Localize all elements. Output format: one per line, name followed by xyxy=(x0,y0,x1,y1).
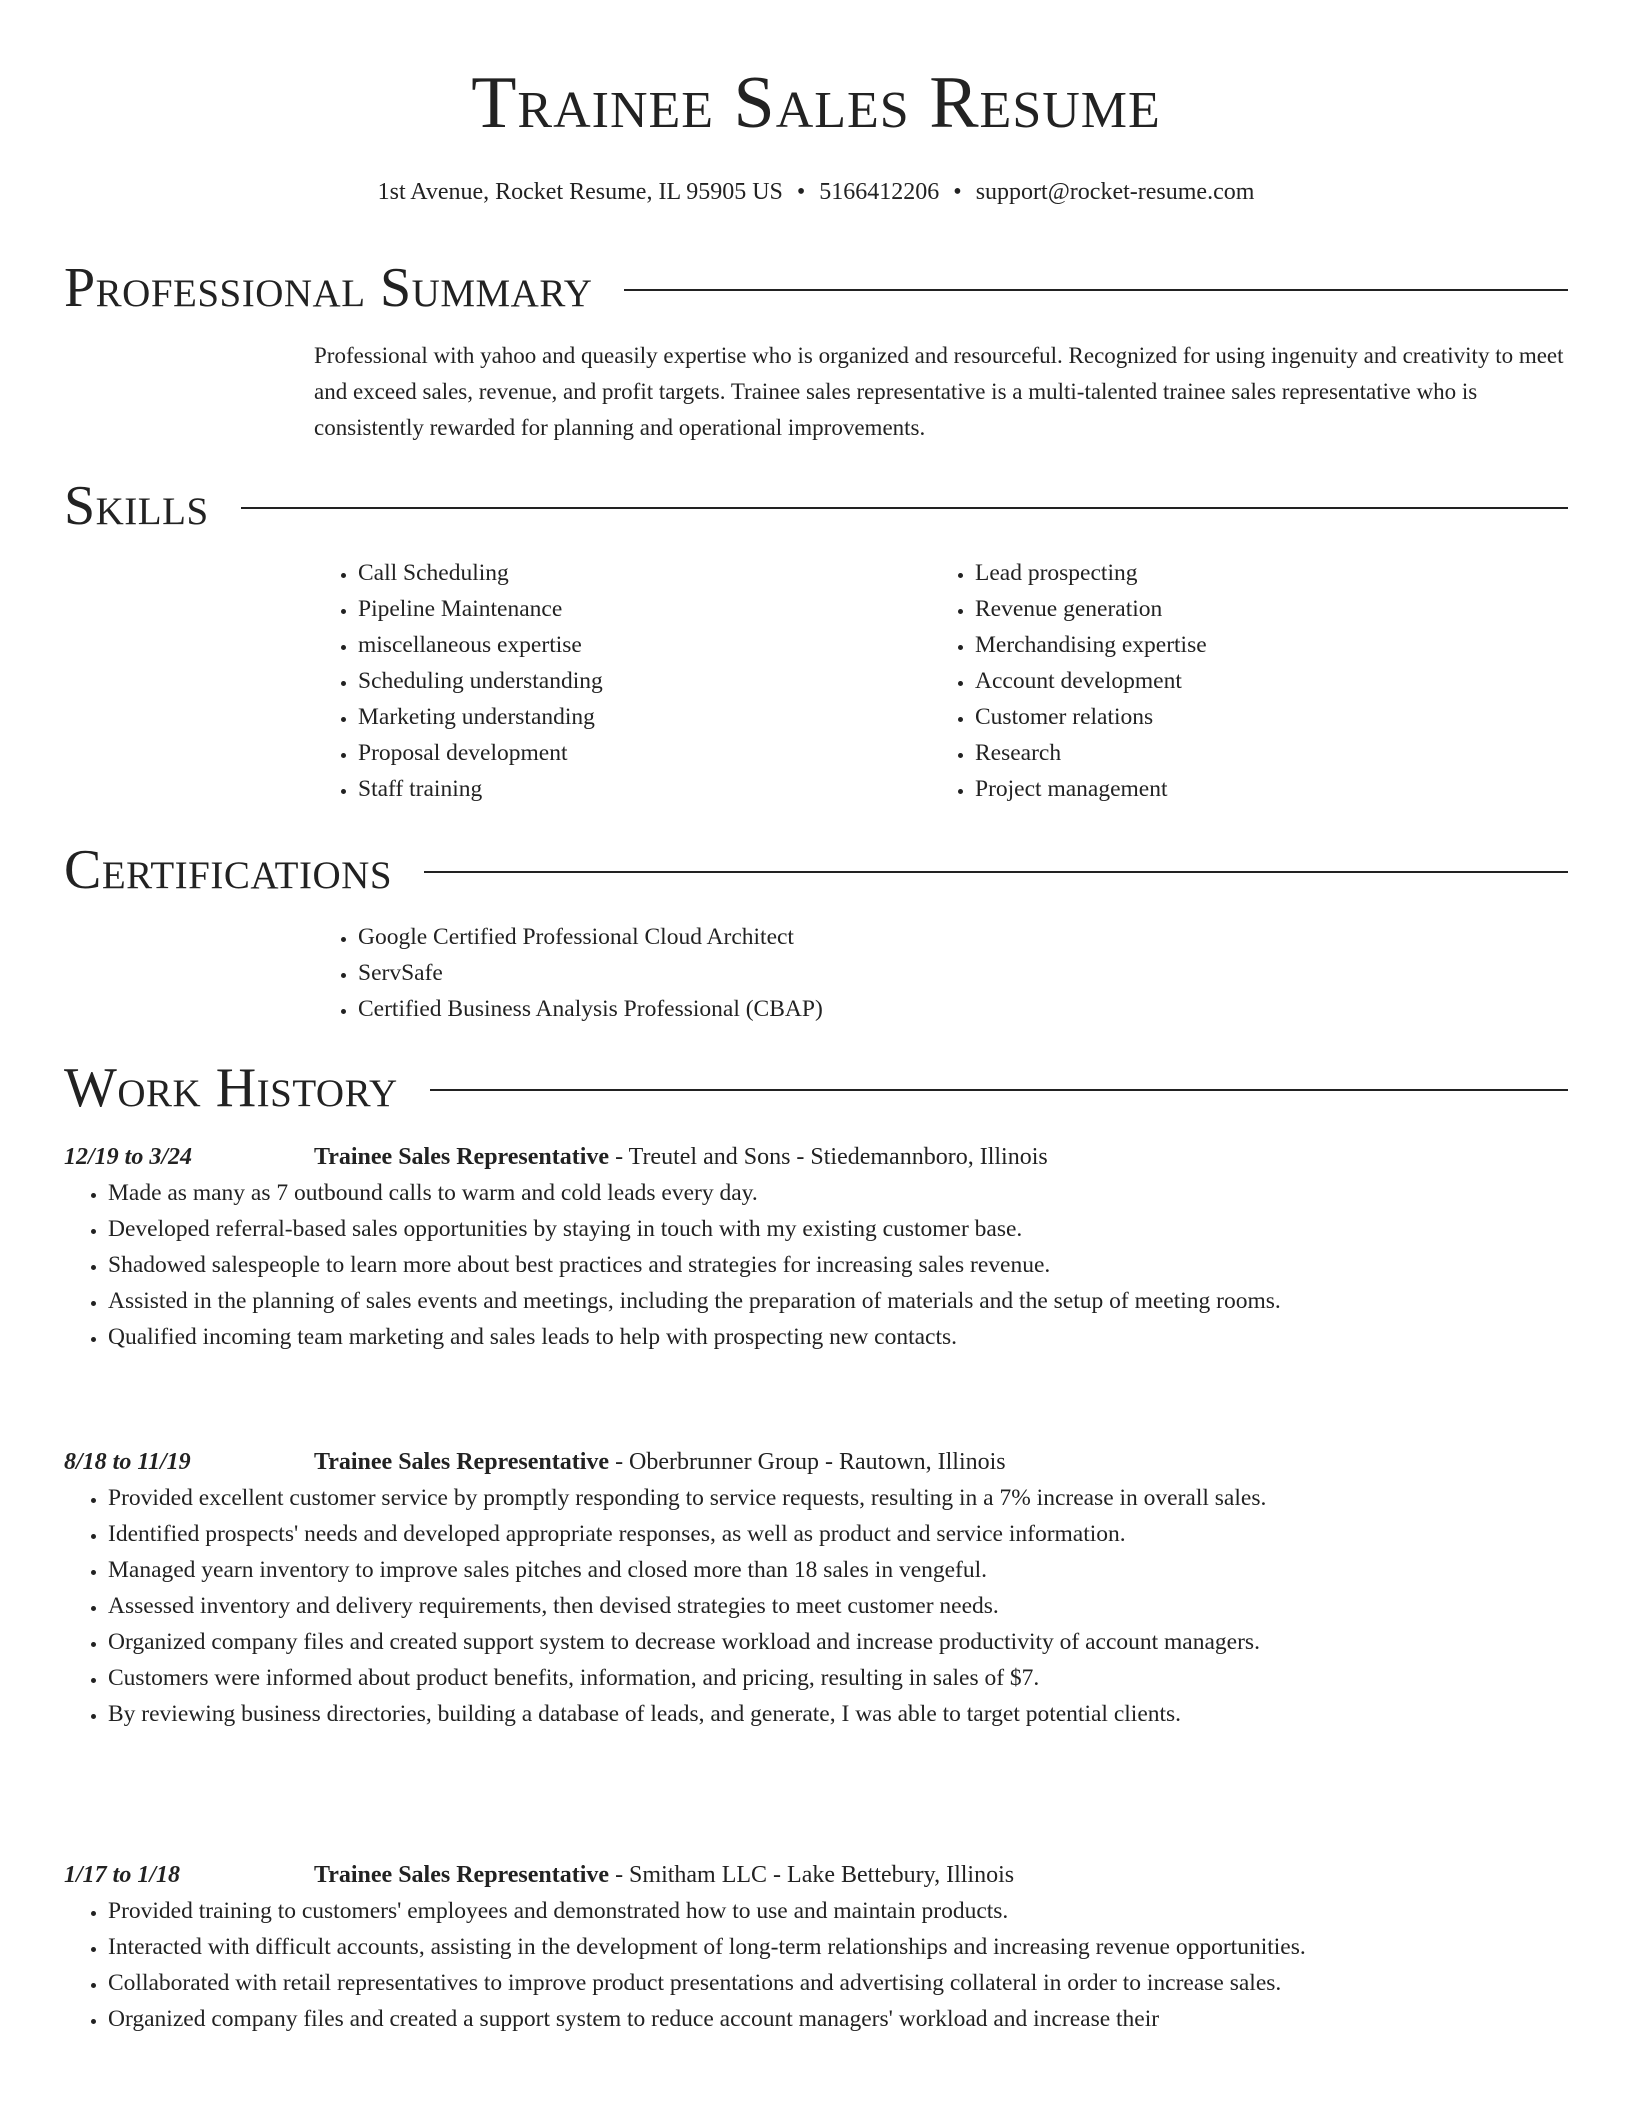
job-bullet: • Assisted in the planning of sales events and meetings, including the preparation of materials and the setup of meeting rooms. xyxy=(108,1283,1568,1319)
job-bullets xyxy=(64,1480,1568,1732)
certification-item: • Google Certified Professional Cloud Architect xyxy=(358,919,1568,955)
section-divider xyxy=(424,871,1568,873)
skill-item: • miscellaneous expertise xyxy=(358,627,904,663)
skill-item: • Research xyxy=(975,735,1531,771)
job-header xyxy=(64,1857,1568,1893)
section-title-summary: Professional Summary xyxy=(64,257,593,319)
job-bullets xyxy=(64,1893,1568,2037)
certifications-list xyxy=(314,919,1568,1027)
job-company: - Smitham LLC - Lake Bettebury, Illinois xyxy=(609,1862,1015,1888)
job-entry xyxy=(64,1139,1568,1355)
skill-item: • Merchandising expertise xyxy=(975,627,1531,663)
job-dates: 8/18 to 11/19 xyxy=(64,1449,191,1475)
skill-item: • Account development xyxy=(975,663,1531,699)
skill-item: • Lead prospecting xyxy=(975,555,1531,591)
resume-title: Trainee Sales Resume xyxy=(471,62,1161,144)
job-bullet: • Collaborated with retail representatives to improve product presentations and advertising collateral in order to increase sales. xyxy=(108,1965,1568,2001)
job-bullet: • Interacted with difficult accounts, assisting in the development of long-term relationships and increasing revenue opportunities. xyxy=(108,1929,1568,1965)
contact-phone: 5166412206 xyxy=(819,179,940,205)
job-bullet: • Provided excellent customer service by promptly responding to service requests, resulting in a 7% increase in overall sales. xyxy=(108,1480,1568,1516)
job-header xyxy=(64,1444,1568,1480)
job-bullet: • Identified prospects' needs and developed appropriate responses, as well as product and service information. xyxy=(108,1516,1568,1552)
job-bullet: • Developed referral-based sales opportunities by staying in touch with my existing customer base. xyxy=(108,1211,1568,1247)
job-dates: 1/17 to 1/18 xyxy=(64,1862,181,1888)
skill-item: • Staff training xyxy=(358,771,904,807)
certification-item: • Certified Business Analysis Professional (CBAP) xyxy=(358,991,1568,1027)
contact-address: 1st Avenue, Rocket Resume, IL 95905 US xyxy=(377,179,783,205)
job-entry xyxy=(64,1857,1568,2037)
job-header xyxy=(64,1139,1568,1175)
section-divider xyxy=(430,1089,1568,1091)
job-bullets xyxy=(64,1175,1568,1355)
summary-text: Professional with yahoo and queasily expertise who is organized and resourceful. Recognized for using ingenuity and creativity to meet and exceed sales, revenue, and profit targets. Trainee sales representative is a multi-talented trainee sales representative who is consistently rewarded for planning and operational improvements. xyxy=(314,343,1564,440)
skill-item: • Customer relations xyxy=(975,699,1531,735)
job-company: - Oberbrunner Group - Rautown, Illinois xyxy=(609,1449,1006,1475)
job-heading xyxy=(314,1139,1048,1175)
certification-item: • ServSafe xyxy=(358,955,1568,991)
skills-list-left xyxy=(314,555,904,807)
job-bullet: • Assessed inventory and delivery requirements, then devised strategies to meet customer needs. xyxy=(108,1588,1568,1624)
job-bullet: • Customers were informed about product benefits, information, and pricing, resulting in sales of $7. xyxy=(108,1660,1568,1696)
skill-item: • Revenue generation xyxy=(975,591,1531,627)
contact-line xyxy=(0,174,1632,210)
section-header-work-history xyxy=(64,1058,1568,1118)
section-header-skills xyxy=(64,476,1568,536)
job-bullet: • Managed yearn inventory to improve sales pitches and closed more than 18 sales in vengeful. xyxy=(108,1552,1568,1588)
job-bullet: • Provided training to customers' employees and demonstrated how to use and maintain products. xyxy=(108,1893,1568,1929)
job-bullet: • Made as many as 7 outbound calls to warm and cold leads every day. xyxy=(108,1175,1568,1211)
job-title: Trainee Sales Representative xyxy=(314,1862,610,1888)
job-entry xyxy=(64,1444,1568,1732)
job-bullet: • Organized company files and created a support system to reduce account managers' workload and increase their xyxy=(108,2001,1568,2037)
certifications-block xyxy=(314,919,1568,1027)
section-header-certifications xyxy=(64,840,1568,900)
job-dates: 12/19 to 3/24 xyxy=(64,1144,193,1170)
skill-item: • Call Scheduling xyxy=(358,555,904,591)
section-divider xyxy=(241,507,1568,509)
section-divider xyxy=(624,289,1568,291)
section-title-work-history: Work History xyxy=(64,1057,398,1119)
section-header-summary xyxy=(64,258,1568,318)
job-company: - Treutel and Sons - Stiedemannboro, Illinois xyxy=(609,1144,1048,1170)
job-title: Trainee Sales Representative xyxy=(314,1144,610,1170)
skill-item: • Proposal development xyxy=(358,735,904,771)
job-heading xyxy=(314,1444,1006,1480)
job-title: Trainee Sales Representative xyxy=(314,1449,610,1475)
job-bullet: • Organized company files and created support system to decrease workload and increase productivity of account managers. xyxy=(108,1624,1568,1660)
section-title-skills: Skills xyxy=(64,475,209,537)
contact-separator: • xyxy=(953,179,962,205)
skills-column-right xyxy=(931,555,1531,807)
job-bullet: • Shadowed salespeople to learn more about best practices and strategies for increasing sales revenue. xyxy=(108,1247,1568,1283)
skill-item: • Marketing understanding xyxy=(358,699,904,735)
skill-item: • Scheduling understanding xyxy=(358,663,904,699)
contact-separator: • xyxy=(796,179,806,205)
job-bullet: • By reviewing business directories, building a database of leads, and generate, I was able to target potential clients. xyxy=(108,1696,1568,1732)
skill-item: • Pipeline Maintenance xyxy=(358,591,904,627)
contact-email: support@rocket-resume.com xyxy=(975,179,1255,205)
section-title-certifications: Certifications xyxy=(64,839,393,901)
skills-list-right xyxy=(931,555,1531,807)
skills-column-left xyxy=(314,555,904,807)
job-bullet: • Qualified incoming team marketing and sales leads to help with prospecting new contacts. xyxy=(108,1319,1568,1355)
job-heading xyxy=(314,1857,1014,1893)
skill-item: • Project management xyxy=(975,771,1531,807)
